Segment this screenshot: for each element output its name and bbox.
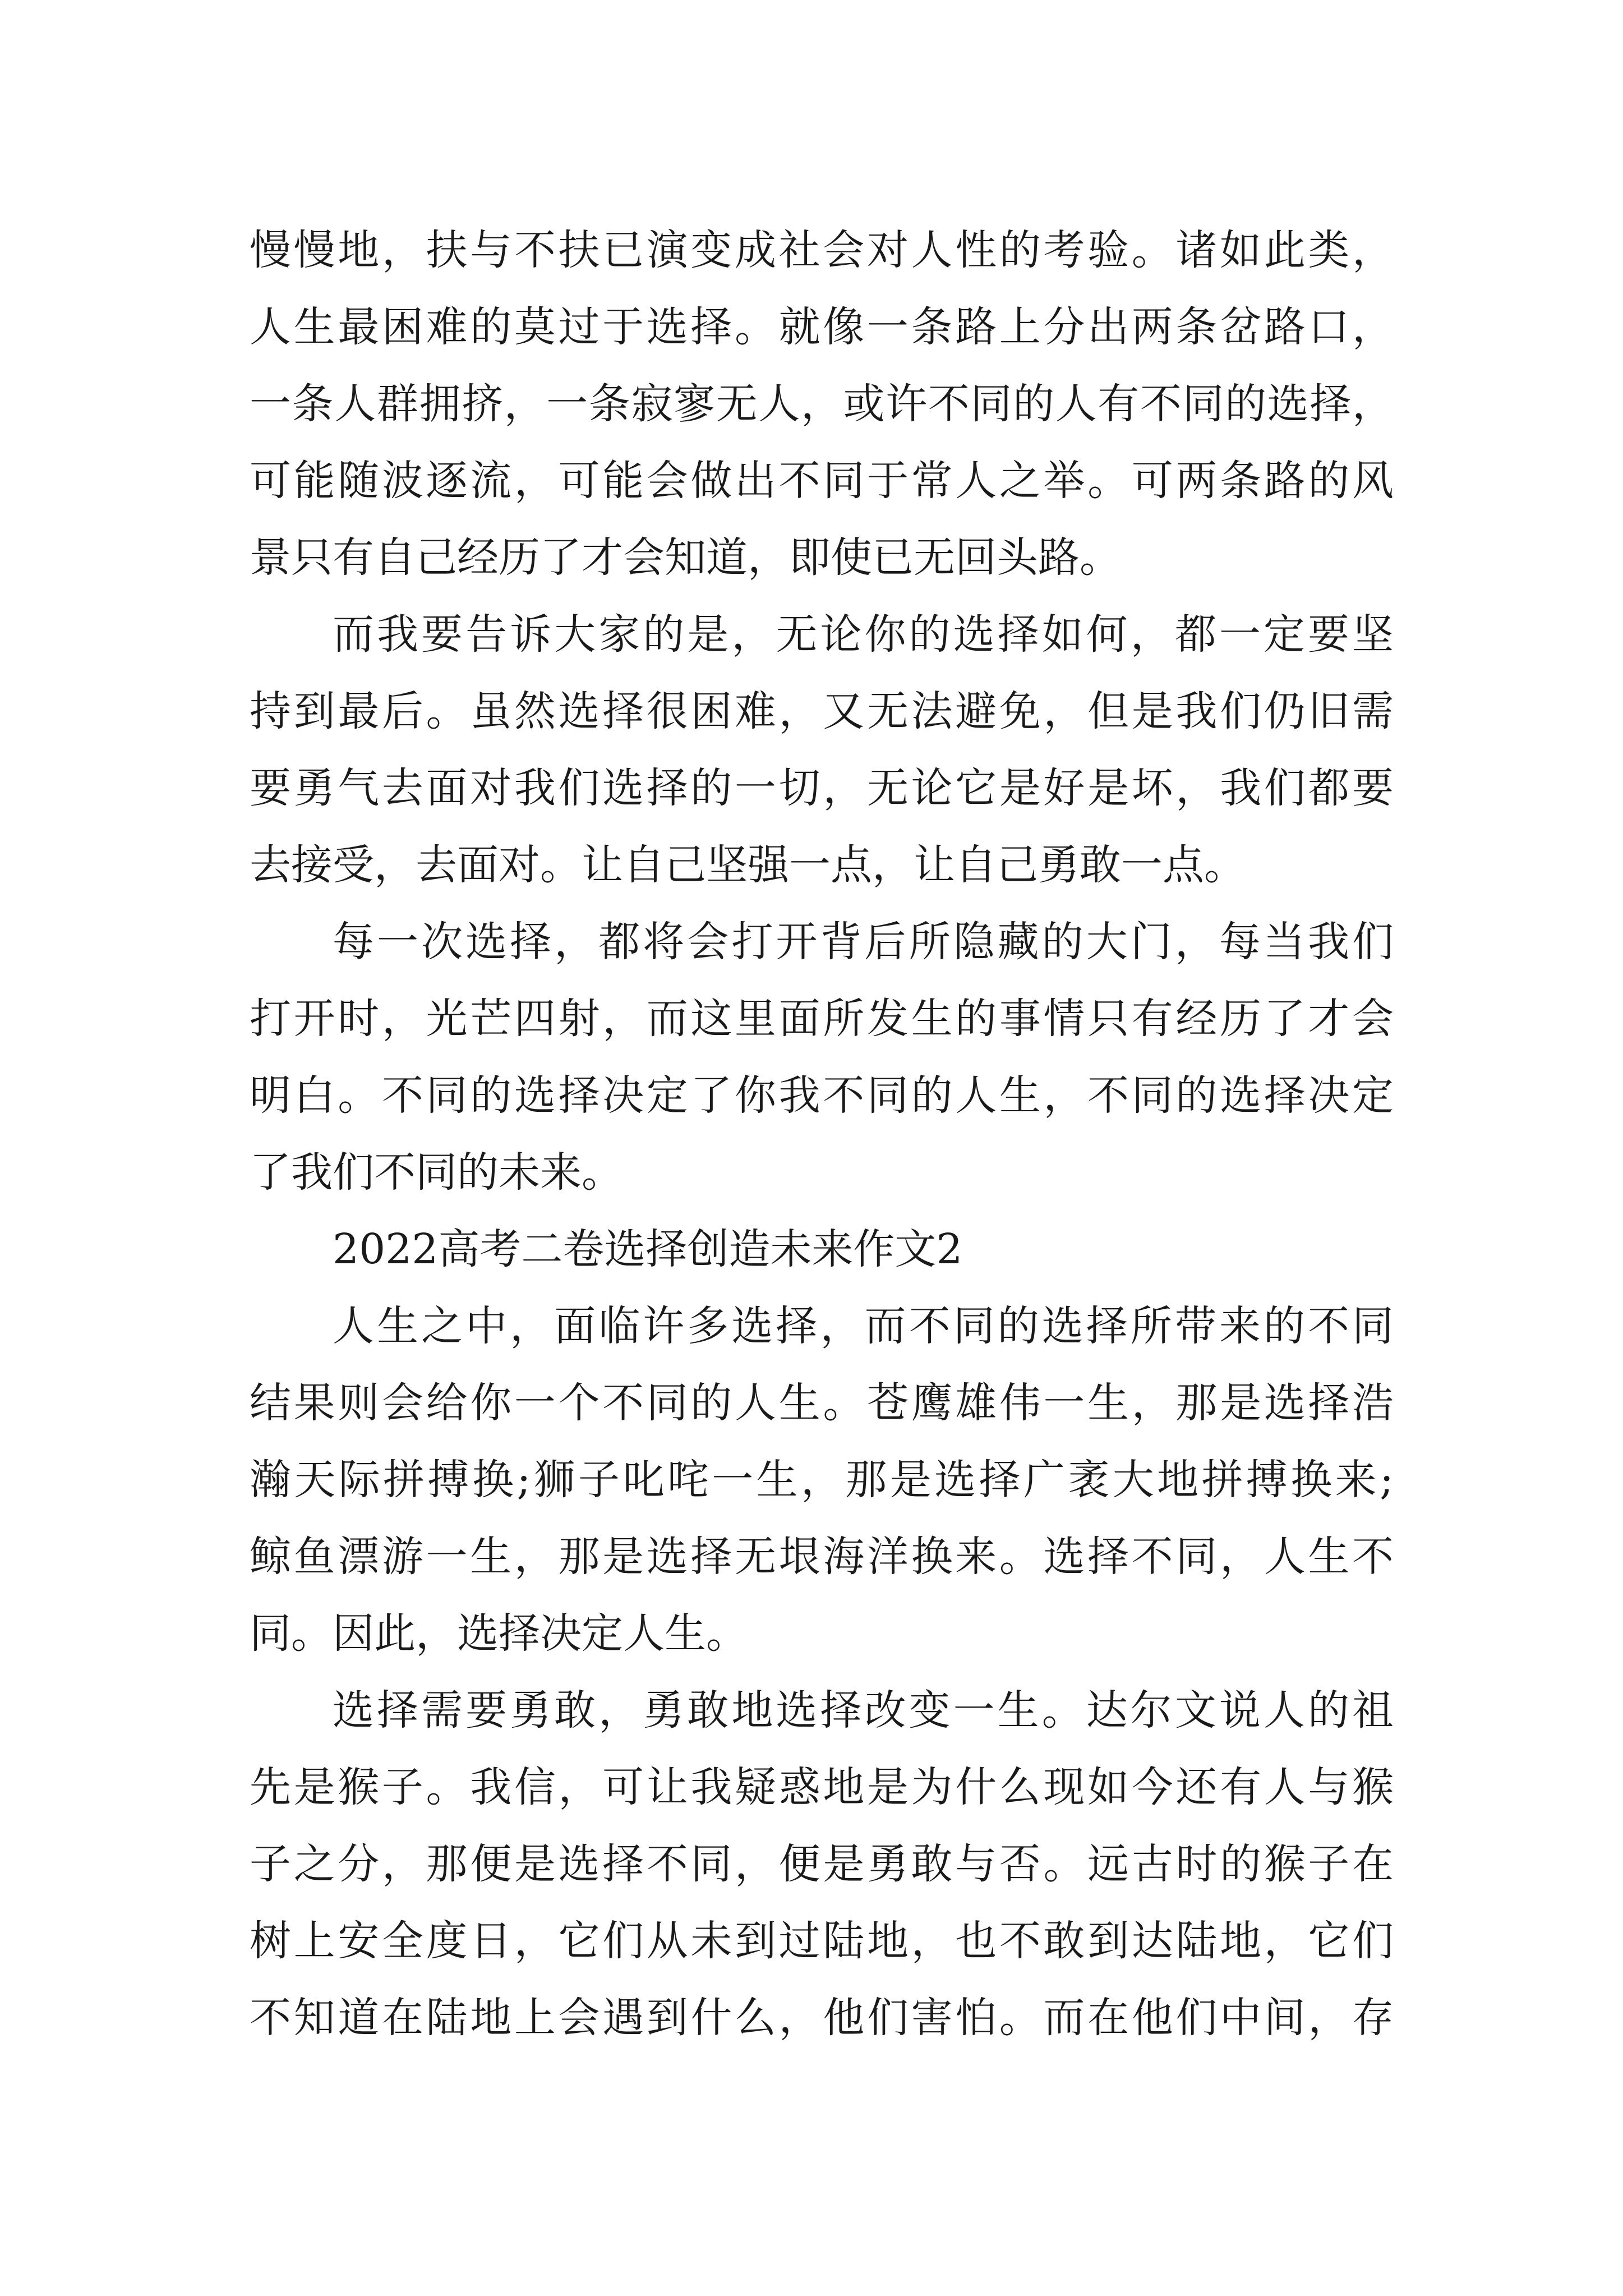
- paragraph-first-line: 而我要告诉大家的是，无论你的选择如何，都一定要坚: [333, 610, 1394, 659]
- text-line: 持到最后。虽然选择很困难，又无法避免，但是我们仍旧需: [250, 687, 1394, 735]
- paragraph-first-line: 选择需要勇敢，勇敢地选择改变一生。达尔文说人的祖: [333, 1686, 1394, 1734]
- text-line: 不知道在陆地上会遇到什么，他们害怕。而在他们中间，存: [250, 1994, 1394, 2042]
- paragraph-first-line: 每一次选择，都将会打开背后所隐藏的大门，每当我们: [333, 918, 1394, 966]
- text-line: 慢慢地，扶与不扶已演变成社会对人性的考验。诸如此类，: [250, 226, 1394, 274]
- text-line: 要勇气去面对我们选择的一切，无论它是好是坏，我们都要: [250, 764, 1394, 812]
- text-line: 人生最困难的莫过于选择。就像一条路上分出两条岔路口，: [250, 303, 1394, 351]
- text-line: 明白。不同的选择决定了你我不同的人生，不同的选择决定: [250, 1071, 1394, 1120]
- paragraph-first-line: 人生之中，面临许多选择，而不同的选择所带来的不同: [333, 1302, 1394, 1350]
- text-line: 瀚天际拼搏换;狮子叱咤一生，那是选择广袤大地拼搏换来;: [250, 1456, 1394, 1504]
- text-line: 同。因此，选择决定人生。: [250, 1609, 748, 1658]
- text-line: 打开时，光芒四射，而这里面所发生的事情只有经历了才会: [250, 995, 1394, 1043]
- text-line: 先是猴子。我信，可让我疑惑地是为什么现如今还有人与猴: [250, 1763, 1394, 1811]
- text-line: 去接受，去面对。让自己坚强一点，让自己勇敢一点。: [250, 841, 1246, 889]
- text-line: 了我们不同的未来。: [250, 1148, 623, 1197]
- text-line: 一条人群拥挤，一条寂寥无人，或许不同的人有不同的选择，: [250, 380, 1394, 428]
- section-heading: 2022高考二卷选择创造未来作文2: [333, 1225, 963, 1273]
- text-line: 鲸鱼漂游一生，那是选择无垠海洋换来。选择不同，人生不: [250, 1533, 1394, 1581]
- text-line: 景只有自己经历了才会知道，即使已无回头路。: [250, 533, 1121, 582]
- text-line: 子之分，那便是选择不同，便是勇敢与否。远古时的猴子在: [250, 1840, 1394, 1888]
- essay-body: [250, 212, 1394, 2056]
- text-line: 结果则会给你一个不同的人生。苍鹰雄伟一生，那是选择浩: [250, 1379, 1394, 1427]
- text-line: 树上安全度日，它们从未到过陆地，也不敢到达陆地，它们: [250, 1917, 1394, 1965]
- text-line: 可能随波逐流，可能会做出不同于常人之举。可两条路的风: [250, 457, 1394, 505]
